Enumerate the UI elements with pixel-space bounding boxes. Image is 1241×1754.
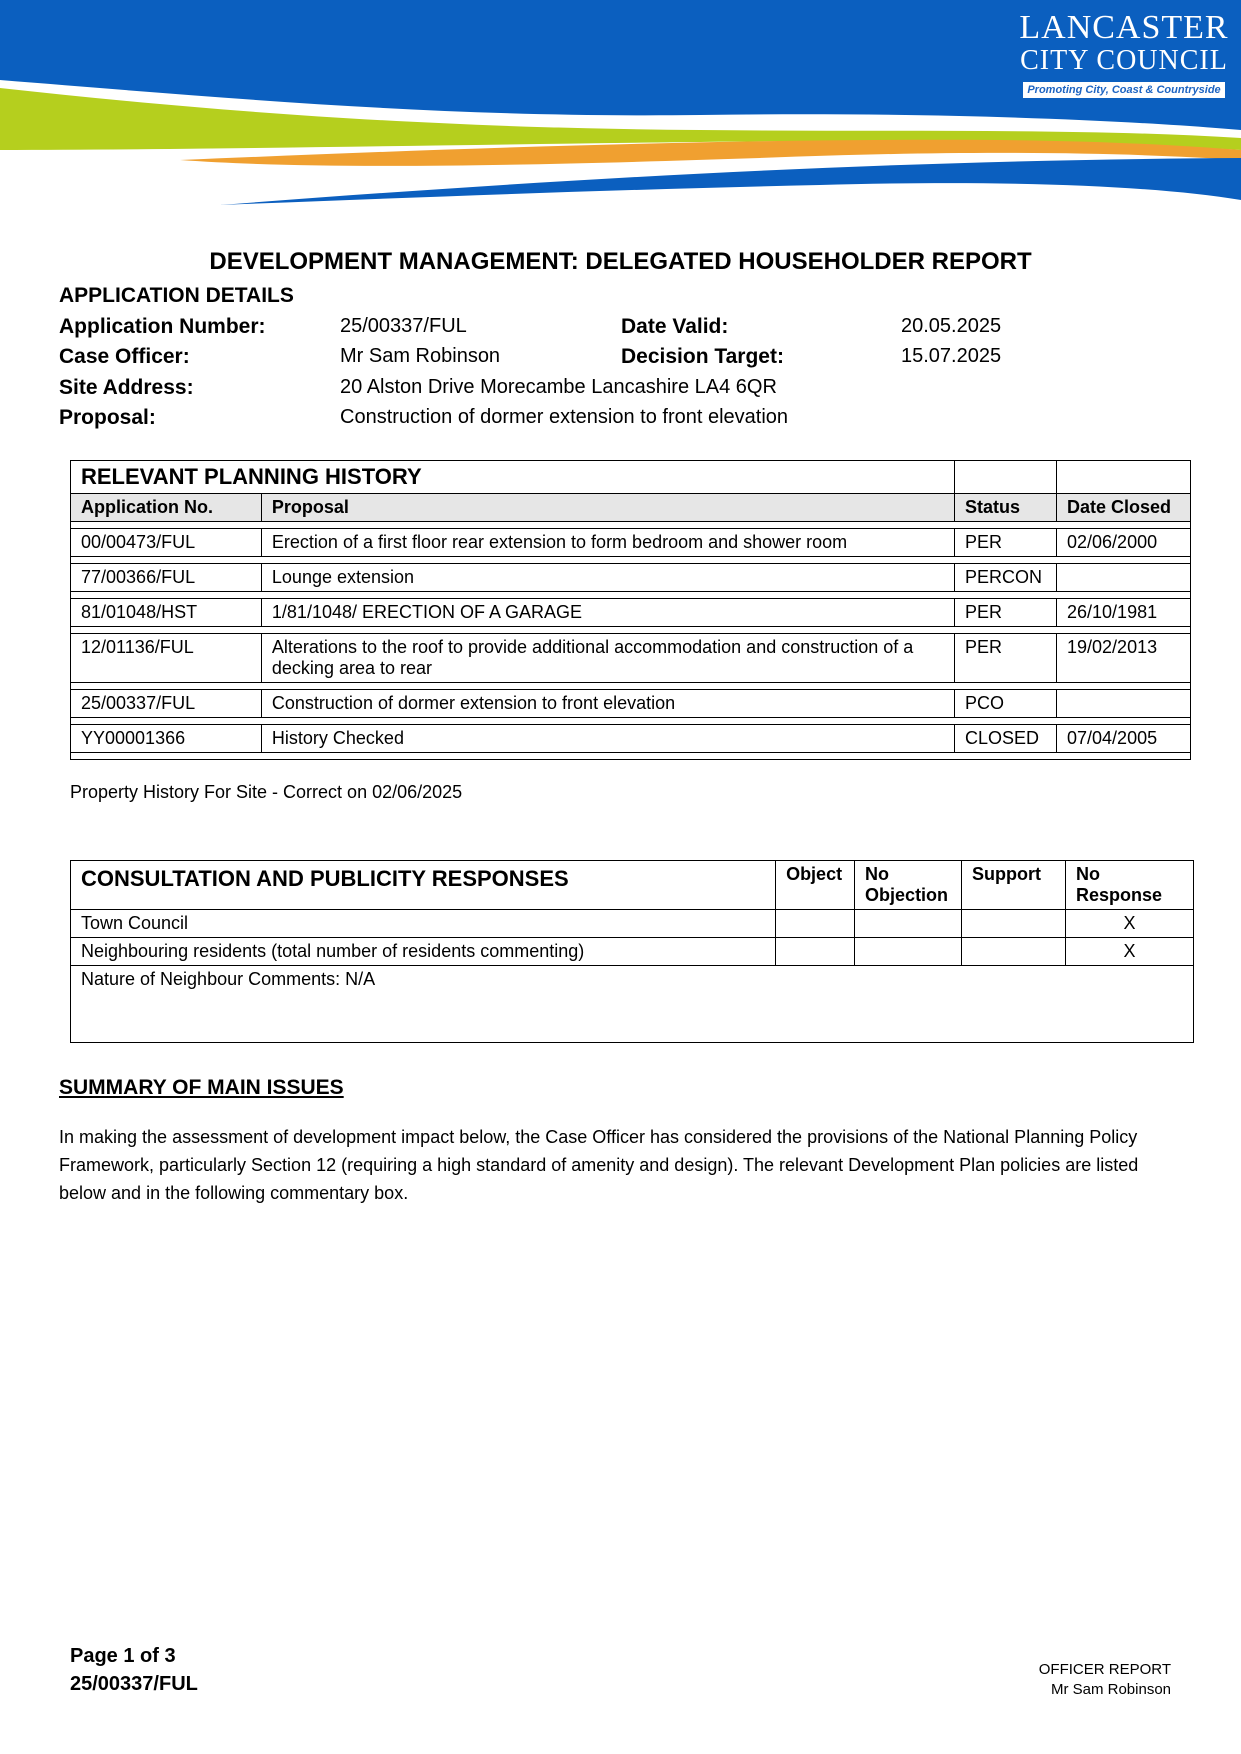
- row-gap: [71, 592, 1191, 599]
- report-type: OFFICER REPORT: [1038, 1661, 1171, 1678]
- logo-tagline: Promoting City, Coast & Countryside: [1023, 82, 1224, 98]
- cell-date-closed: 26/10/1981: [1057, 599, 1191, 627]
- application-number-label: Application Number:: [59, 315, 266, 338]
- planning-history-table: [70, 460, 1191, 760]
- cell-app-no: 00/00473/FUL: [71, 529, 262, 557]
- table-row: [71, 564, 1191, 592]
- cell-no-objection: [855, 938, 962, 966]
- row-gap: [71, 718, 1191, 725]
- cell-app-no: 12/01136/FUL: [71, 634, 262, 683]
- footer-left: [70, 1642, 198, 1698]
- date-valid-label: Date Valid:: [621, 315, 729, 338]
- row-gap: [71, 753, 1191, 760]
- table-row: [71, 910, 1194, 938]
- footer-reference: 25/00337/FUL: [70, 1673, 198, 1695]
- gap-cell: [71, 592, 1191, 599]
- cell-date-closed: 19/02/2013: [1057, 634, 1191, 683]
- summary-text: In making the assessment of development impact below, the Case Officer has considered the provisions of the National Planning Policy Framework, particularly Section 12 (requiring a high standard of amenity and design). The relevant Development Plan policies are listed below and in the following commentary box.: [59, 1127, 1139, 1203]
- gap-cell: [71, 718, 1191, 725]
- consultee-name: Neighbouring residents (total number of residents commenting): [71, 938, 776, 966]
- cell-support: [962, 938, 1066, 966]
- consultation-table: [70, 860, 1194, 1043]
- summary-heading: SUMMARY OF MAIN ISSUES: [59, 1076, 344, 1099]
- cell-status: CLOSED: [955, 725, 1057, 753]
- col-no-objection: No Objection: [855, 861, 962, 910]
- cell-status: PCO: [955, 690, 1057, 718]
- decision-target-label: Decision Target:: [621, 345, 784, 368]
- logo-line2: CITY COUNCIL: [1020, 45, 1228, 76]
- site-address-label: Site Address:: [59, 376, 194, 399]
- col-proposal: Proposal: [261, 494, 954, 522]
- case-officer-label: Case Officer:: [59, 345, 190, 368]
- consultation-header-row: [71, 861, 1194, 910]
- cell-proposal: History Checked: [261, 725, 954, 753]
- table-row: [71, 599, 1191, 627]
- cell-app-no: YY00001366: [71, 725, 262, 753]
- proposal-label: Proposal:: [59, 406, 156, 429]
- cell-date-closed: 02/06/2000: [1057, 529, 1191, 557]
- footer-right: [1039, 1660, 1171, 1700]
- table-row: [71, 529, 1191, 557]
- footer-officer: Mr Sam Robinson: [1050, 1681, 1171, 1698]
- empty-cell: [1057, 461, 1191, 494]
- planning-history-header-row: [71, 494, 1191, 522]
- col-status: Status: [955, 494, 1057, 522]
- cell-status: PER: [955, 634, 1057, 683]
- report-title: DEVELOPMENT MANAGEMENT: DELEGATED HOUSEHOLDER REPORT: [209, 248, 1032, 275]
- cell-app-no: 77/00366/FUL: [71, 564, 262, 592]
- decision-target-value: 15.07.2025: [901, 345, 1002, 367]
- gap-cell: [71, 557, 1191, 564]
- row-gap: [71, 522, 1191, 529]
- cell-app-no: 81/01048/HST: [71, 599, 262, 627]
- page-number: Page 1 of 3: [70, 1645, 176, 1667]
- gap-cell: [71, 522, 1191, 529]
- cell-no-objection: [855, 910, 962, 938]
- cell-status: PERCON: [955, 564, 1057, 592]
- empty-cell: [955, 461, 1057, 494]
- row-gap: [71, 557, 1191, 564]
- consultee-name: Town Council: [71, 910, 776, 938]
- logo-line1: LANCASTER: [1019, 9, 1229, 46]
- history-note: Property History For Site - Correct on 02/06/2025: [70, 782, 463, 802]
- cell-proposal: Alterations to the roof to provide additional accommodation and construction of a decking area to rear: [261, 634, 954, 683]
- cell-no-response: X: [1066, 938, 1194, 966]
- consultation-heading: CONSULTATION AND PUBLICITY RESPONSES: [71, 861, 776, 910]
- cell-status: PER: [955, 529, 1057, 557]
- col-date-closed: Date Closed: [1057, 494, 1191, 522]
- site-address-value: 20 Alston Drive Morecambe Lancashire LA4 6QR: [340, 376, 777, 398]
- council-logo: [1019, 10, 1229, 98]
- nature-row: [71, 966, 1194, 1043]
- cell-date-closed: [1057, 564, 1191, 592]
- planning-history-title-row: [71, 461, 1191, 494]
- col-object: Object: [776, 861, 855, 910]
- cell-proposal: Lounge extension: [261, 564, 954, 592]
- cell-object: [776, 938, 855, 966]
- cell-date-closed: 07/04/2005: [1057, 725, 1191, 753]
- cell-date-closed: [1057, 690, 1191, 718]
- row-gap: [71, 627, 1191, 634]
- row-gap: [71, 683, 1191, 690]
- date-valid-value: 20.05.2025: [901, 315, 1002, 337]
- cell-no-response: X: [1066, 910, 1194, 938]
- cell-object: [776, 910, 855, 938]
- cell-app-no: 25/00337/FUL: [71, 690, 262, 718]
- cell-proposal: Construction of dormer extension to front elevation: [261, 690, 954, 718]
- table-row: [71, 690, 1191, 718]
- table-row: [71, 634, 1191, 683]
- proposal-value: Construction of dormer extension to front elevation: [340, 406, 789, 428]
- table-row: [71, 938, 1194, 966]
- cell-status: PER: [955, 599, 1057, 627]
- case-officer-value: Mr Sam Robinson: [340, 345, 501, 367]
- gap-cell: [71, 627, 1191, 634]
- cell-proposal: 1/81/1048/ ERECTION OF A GARAGE: [261, 599, 954, 627]
- col-support: Support: [962, 861, 1066, 910]
- nature-of-comments: Nature of Neighbour Comments: N/A: [71, 966, 1194, 1043]
- col-no-response: No Response: [1066, 861, 1194, 910]
- col-application-no: Application No.: [71, 494, 262, 522]
- application-details-heading: APPLICATION DETAILS: [59, 284, 294, 307]
- gap-cell: [71, 683, 1191, 690]
- application-number-value: 25/00337/FUL: [340, 315, 467, 337]
- table-row: [71, 725, 1191, 753]
- header-banner: [0, 0, 1241, 210]
- planning-history-heading: RELEVANT PLANNING HISTORY: [71, 461, 955, 494]
- gap-cell: [71, 753, 1191, 760]
- cell-proposal: Erection of a first floor rear extension to form bedroom and shower room: [261, 529, 954, 557]
- cell-support: [962, 910, 1066, 938]
